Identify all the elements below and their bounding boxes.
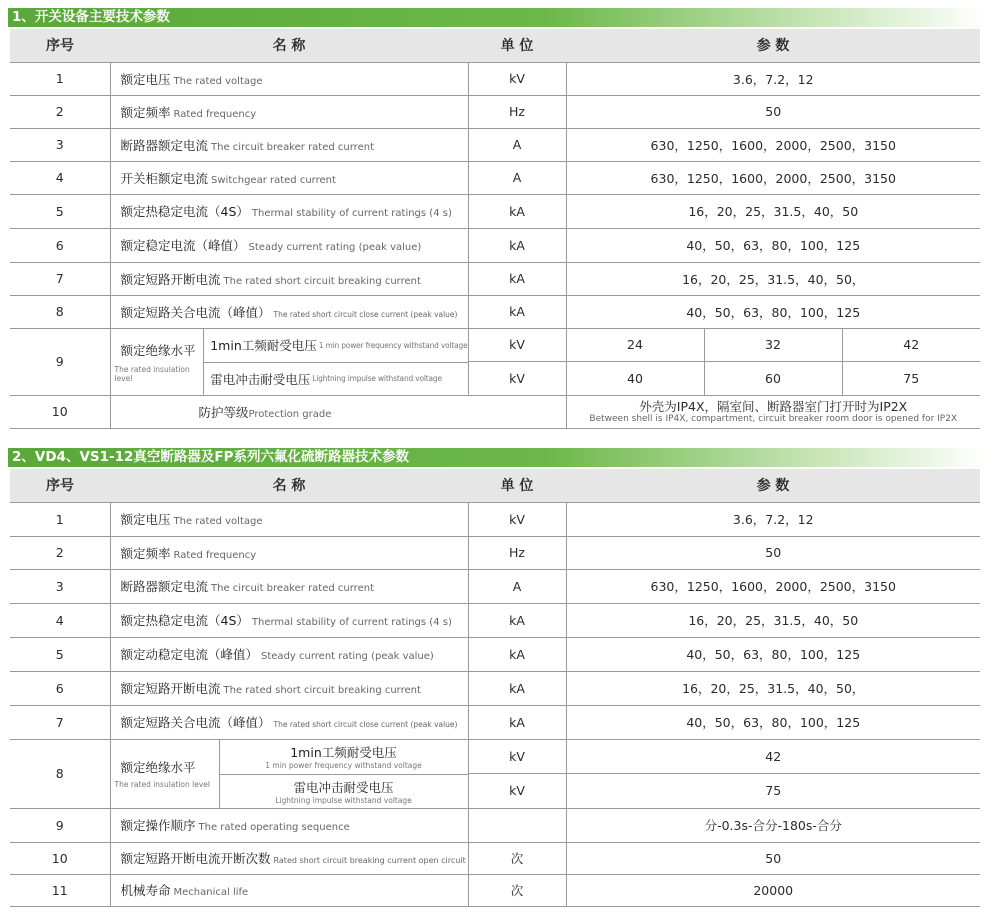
power-freq-cn: 1min工频耐受电压 <box>290 745 397 760</box>
row-value: 分-0.3s-合分-180s-合分 <box>566 808 980 842</box>
row-name <box>110 603 468 637</box>
row-name-en: Rated short circuit breaking current open circuit <box>273 856 466 865</box>
row-name-cn: 额定频率 <box>120 545 171 561</box>
insulation-en: The rated insulation level <box>114 780 210 789</box>
row-name-cn: 额定电压 <box>120 71 171 87</box>
row-value: 630，1250，1600，2000，2500，3150 <box>566 161 980 194</box>
protection-en: Protection grade <box>248 408 332 420</box>
row-unit: kA <box>468 295 566 328</box>
row-no: 10 <box>10 842 110 874</box>
row-value: 16，20，25，31.5，40，50 <box>566 603 980 637</box>
row-value: 40，50，63，80，100，125 <box>566 705 980 739</box>
table-row <box>10 128 980 161</box>
row-value: 630，1250，1600，2000，2500，3150 <box>566 128 980 161</box>
row-unit: kA <box>468 262 566 295</box>
row-name-en: Steady current rating (peak value) <box>248 242 422 253</box>
table-row <box>10 502 980 536</box>
table-switchgear-params <box>10 29 980 429</box>
row-unit: A <box>468 569 566 603</box>
row-value: 40，50，63，80，100，125 <box>566 228 980 262</box>
row-name-en: Steady current rating (peak value) <box>261 651 434 662</box>
row-name-cn: 额定短路关合电流（峰值） <box>120 304 271 320</box>
row-name-en: The rated short circuit close current (peak value) <box>273 720 458 729</box>
row-name-en: The rated short circuit breaking current <box>223 685 421 696</box>
row-name-en: The rated short circuit breaking current <box>223 275 421 287</box>
row-name <box>110 128 468 161</box>
row-unit: kA <box>468 603 566 637</box>
row-name <box>110 194 468 228</box>
row-name <box>110 95 468 128</box>
lightning-cn: 雷电冲击耐受电压 <box>210 371 311 387</box>
table-row <box>10 671 980 705</box>
table-row <box>10 808 980 842</box>
table-row <box>10 328 980 362</box>
row-name <box>110 842 468 874</box>
row-name-en: The rated short circuit close current (peak value) <box>273 309 458 319</box>
row-name-en: The rated voltage <box>173 75 263 87</box>
header-unit: 单 位 <box>468 29 566 62</box>
row-unit: kV <box>468 774 566 809</box>
row-no: 2 <box>10 536 110 569</box>
table-row <box>10 262 980 295</box>
header-param: 参 数 <box>566 469 980 502</box>
row-name-cn: 额定热稳定电流（4S） <box>120 204 249 219</box>
row-name-en: Thermal stability of current ratings (4 s) <box>251 617 452 628</box>
row-value: 42 <box>842 328 980 362</box>
row-unit <box>468 808 566 842</box>
table-row <box>10 842 980 874</box>
lightning-cn: 雷电冲击耐受电压 <box>293 779 394 795</box>
row-unit: Hz <box>468 95 566 128</box>
row-name-en: The rated voltage <box>173 516 263 527</box>
row-unit: 次 <box>468 874 566 906</box>
row-no: 7 <box>10 705 110 739</box>
row-name-cn: 断路器额定电流 <box>120 137 209 153</box>
row-unit: kV <box>468 502 566 536</box>
power-freq-en: 1 min power frequency withstand voltage <box>318 340 468 350</box>
table-row <box>10 739 980 774</box>
table-row <box>10 295 980 328</box>
table-row <box>10 536 980 569</box>
row-unit: kA <box>468 194 566 228</box>
row-name-cn: 额定短路开断电流 <box>120 681 221 696</box>
row-name <box>110 569 468 603</box>
row-name <box>110 161 468 194</box>
row-no: 7 <box>10 262 110 295</box>
row-value <box>566 395 980 428</box>
row-value: 40，50，63，80，100，125 <box>566 637 980 671</box>
row-name <box>110 874 468 906</box>
table-header-row <box>10 29 980 62</box>
power-freq-en: 1 min power frequency withstand voltage <box>265 761 422 770</box>
row-name-en: The rated operating sequence <box>198 822 350 833</box>
row-no: 10 <box>10 395 110 428</box>
row-name <box>110 328 468 395</box>
row-value: 40 <box>566 362 704 396</box>
row-value: 16，20，25，31.5，40，50， <box>566 262 980 295</box>
row-no: 9 <box>10 808 110 842</box>
row-name-cn: 开关柜额定电流 <box>120 170 209 186</box>
row-no: 4 <box>10 161 110 194</box>
row-name <box>110 262 468 295</box>
table-row <box>10 395 980 428</box>
row-name-cn: 额定稳定电流（峰值） <box>120 238 246 253</box>
insulation-cn: 额定绝缘水平 <box>120 760 196 775</box>
protection-cn: 防护等级 <box>198 404 249 420</box>
row-no: 6 <box>10 671 110 705</box>
table-row <box>10 95 980 128</box>
row-name-en: The circuit breaker rated current <box>211 141 374 153</box>
table-row <box>10 874 980 906</box>
row-unit: kA <box>468 637 566 671</box>
row-value: 75 <box>566 774 980 809</box>
row-name-cn: 机械寿命 <box>120 883 171 898</box>
header-name: 名 称 <box>110 469 468 502</box>
row-no: 8 <box>10 739 110 808</box>
row-name-cn: 额定短路开断电流 <box>120 271 221 287</box>
insulation-cn: 额定绝缘水平 <box>120 342 196 358</box>
row-name-cn: 额定操作顺序 <box>120 818 196 833</box>
table-row <box>10 569 980 603</box>
row-no: 5 <box>10 637 110 671</box>
row-value: 50 <box>566 95 980 128</box>
row-unit: 次 <box>468 842 566 874</box>
row-no: 3 <box>10 569 110 603</box>
row-value: 16，20，25，31.5，40，50 <box>566 194 980 228</box>
row-value: 630，1250，1600，2000，2500，3150 <box>566 569 980 603</box>
table-row <box>10 603 980 637</box>
row-no: 2 <box>10 95 110 128</box>
row-no: 9 <box>10 328 110 395</box>
row-value: 50 <box>566 536 980 569</box>
row-name-en: Rated frequency <box>173 108 257 120</box>
row-name-cn: 断路器额定电流 <box>120 579 209 594</box>
row-name <box>110 62 468 95</box>
row-name <box>110 395 566 428</box>
table-row <box>10 705 980 739</box>
row-no: 4 <box>10 603 110 637</box>
row-name <box>110 739 468 808</box>
row-unit: kA <box>468 671 566 705</box>
row-no: 1 <box>10 62 110 95</box>
protection-value-en: Between shell is IP4X, compartment, circuit breaker room door is opened for IP2X <box>589 413 958 424</box>
table-breaker-params <box>10 469 980 907</box>
header-unit: 单 位 <box>468 469 566 502</box>
row-name <box>110 808 468 842</box>
table-row <box>10 161 980 194</box>
row-no: 6 <box>10 228 110 262</box>
row-name-cn: 额定电压 <box>120 512 171 527</box>
header-no: 序号 <box>10 29 110 62</box>
row-name-cn: 额定热稳定电流（4S） <box>120 613 249 628</box>
row-name-cn: 额定频率 <box>120 104 171 120</box>
row-name <box>110 295 468 328</box>
row-name <box>110 637 468 671</box>
row-name <box>110 671 468 705</box>
row-value: 20000 <box>566 874 980 906</box>
row-name-en: Thermal stability of current ratings (4 s) <box>251 208 452 219</box>
row-value: 32 <box>704 328 842 362</box>
row-name-en: Switchgear rated current <box>211 174 336 186</box>
row-value: 60 <box>704 362 842 396</box>
row-value: 75 <box>842 362 980 396</box>
row-no: 11 <box>10 874 110 906</box>
row-name-en: Mechanical life <box>173 887 249 898</box>
row-unit: kV <box>468 739 566 774</box>
table-header-row <box>10 469 980 502</box>
row-name-en: The circuit breaker rated current <box>211 583 374 594</box>
table-row <box>10 228 980 262</box>
row-name-cn: 额定短路开断电流开断次数 <box>120 851 271 866</box>
protection-value-cn: 外壳为IP4X，隔室间、断路器室门打开时为IP2X <box>639 398 908 414</box>
insulation-en: The rated insulation level <box>114 364 190 383</box>
row-unit: A <box>468 161 566 194</box>
row-no: 8 <box>10 295 110 328</box>
row-value: 24 <box>566 328 704 362</box>
row-unit: A <box>468 128 566 161</box>
table-row <box>10 194 980 228</box>
row-no: 3 <box>10 128 110 161</box>
row-unit: Hz <box>468 536 566 569</box>
row-value: 16，20，25，31.5，40，50， <box>566 671 980 705</box>
power-freq-cn: 1min工频耐受电压 <box>210 338 317 353</box>
row-value: 3.6，7.2，12 <box>566 62 980 95</box>
row-unit: kV <box>468 62 566 95</box>
row-unit: kV <box>468 362 566 396</box>
row-name-cn: 额定动稳定电流（峰值） <box>120 647 259 662</box>
row-name-cn: 额定短路关合电流（峰值） <box>120 715 271 730</box>
header-name: 名 称 <box>110 29 468 62</box>
row-name <box>110 502 468 536</box>
row-value: 3.6，7.2，12 <box>566 502 980 536</box>
header-no: 序号 <box>10 469 110 502</box>
row-no: 5 <box>10 194 110 228</box>
section-1-title: 1、开关设备主要技术参数 <box>8 8 988 27</box>
row-name <box>110 705 468 739</box>
lightning-en: Lightning impulse withstand voltage <box>275 795 412 805</box>
header-param: 参 数 <box>566 29 980 62</box>
table-row <box>10 637 980 671</box>
row-unit: kA <box>468 705 566 739</box>
section-2-title: 2、VD4、VS1-12真空断路器及FP系列六氟化硫断路器技术参数 <box>8 448 988 467</box>
row-unit: kV <box>468 328 566 362</box>
row-value: 40，50，63，80，100，125 <box>566 295 980 328</box>
row-value: 50 <box>566 842 980 874</box>
row-unit: kA <box>468 228 566 262</box>
row-name <box>110 228 468 262</box>
table-row <box>10 62 980 95</box>
lightning-en: Lightning impulse withstand voltage <box>312 374 442 383</box>
row-name <box>110 536 468 569</box>
row-name-en: Rated frequency <box>173 549 257 561</box>
row-no: 1 <box>10 502 110 536</box>
row-value: 42 <box>566 739 980 774</box>
